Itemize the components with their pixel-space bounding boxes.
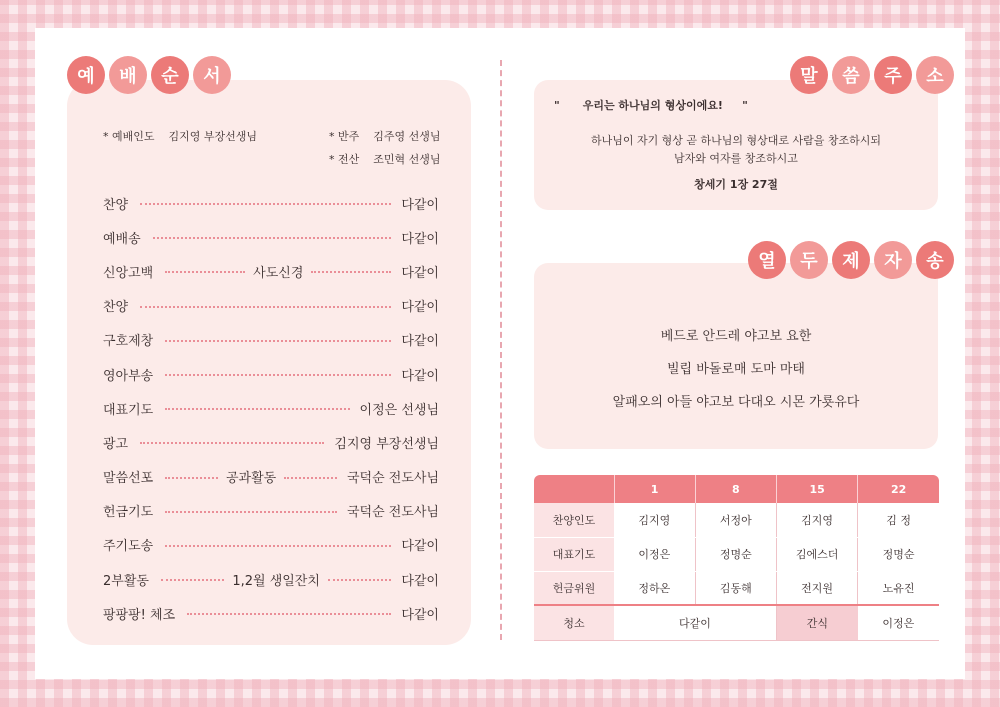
name-cell: 김에스더: [777, 537, 858, 571]
title-char: 예: [67, 56, 105, 94]
accompany-name: 김주영 선생님: [373, 129, 441, 143]
title-char: 두: [790, 241, 828, 279]
table-row: [534, 571, 939, 605]
media-name: 조민혁 선생님: [373, 152, 441, 166]
apostles-title-badges: [748, 241, 954, 279]
name-cell: 정명순: [858, 537, 939, 571]
title-char: 열: [748, 241, 786, 279]
program-item: 광고: [103, 436, 129, 452]
staff-list: [329, 124, 441, 170]
title-char: 말: [790, 56, 828, 94]
program-row: [103, 220, 439, 254]
dotted-leader: [165, 477, 218, 479]
name-cell: 김지영: [777, 503, 858, 537]
program-leader: 이정은 선생님: [359, 402, 439, 418]
verse-reference: 창세기 1장 27절: [694, 178, 778, 191]
sermon-title: 우리는 하나님의 형상이에요!: [582, 99, 723, 112]
program-leader: 다같이: [401, 231, 439, 247]
title-char: 씀: [832, 56, 870, 94]
dotted-leader: [165, 374, 391, 376]
program-row: [103, 460, 439, 494]
program-leader: 다같이: [401, 197, 439, 213]
program-row: [103, 425, 439, 459]
title-char: 제: [832, 241, 870, 279]
date-header: 22: [858, 475, 939, 503]
duty-schedule-table: [534, 475, 939, 641]
worship-leader-label: * 예배인도: [103, 129, 155, 143]
program-item: 구호제창: [103, 334, 154, 350]
title-char: 주: [874, 56, 912, 94]
name-cell: 김지영: [614, 503, 695, 537]
program-item: 대표기도: [103, 402, 154, 418]
dotted-leader: [140, 442, 324, 444]
program-detail: 사도신경: [253, 265, 304, 281]
program-item: 팡팡팡! 체조: [103, 607, 176, 623]
program-leader: 국덕순 전도사님: [346, 471, 440, 487]
sermon-title-badges: [790, 56, 954, 94]
dotted-leader: [165, 511, 337, 513]
table-row: [534, 503, 939, 537]
program-row: [103, 494, 439, 528]
dotted-leader: [311, 271, 391, 273]
date-header: 1: [614, 475, 695, 503]
sermon-quote: [554, 97, 748, 113]
program-leader: 다같이: [401, 573, 439, 589]
date-header: 8: [695, 475, 776, 503]
apostles-line: 알패오의 아들 야고보 다대오 시몬 가룟유다: [612, 395, 860, 410]
program-row: [103, 186, 439, 220]
program-item: 신앙고백: [103, 265, 154, 281]
accompany-label: * 반주: [329, 129, 360, 143]
program-row: [103, 254, 439, 288]
role-cell: 대표기도: [534, 537, 614, 571]
dotted-leader: [187, 613, 391, 615]
dotted-leader: [284, 477, 337, 479]
program-detail: 공과활동: [225, 471, 277, 487]
apostles-card: [534, 263, 938, 449]
program-row: [103, 562, 439, 596]
program-item: 찬양: [103, 300, 129, 316]
fold-divider: [500, 60, 502, 640]
program-item: 찬양: [103, 197, 129, 213]
program-row: [103, 323, 439, 357]
service-order-title: [67, 56, 231, 94]
cleaning-value: 다같이: [614, 605, 777, 640]
program-leader: 다같이: [401, 539, 439, 555]
dotted-leader: [328, 579, 391, 581]
quote-close: ": [742, 99, 748, 112]
table-header-row: [534, 475, 939, 503]
program-item: 주기도송: [103, 539, 154, 555]
title-char: 순: [151, 56, 189, 94]
worship-leader-name: 김지영 부장선생님: [168, 129, 258, 143]
title-char: 자: [874, 241, 912, 279]
verse-line: 남자와 여자를 창조하시고: [674, 152, 798, 165]
program-item: 말씀선포: [103, 471, 154, 487]
dotted-leader: [165, 340, 391, 342]
program-list: [103, 186, 439, 630]
dotted-leader: [140, 306, 391, 308]
title-char: 송: [916, 241, 954, 279]
dotted-leader: [153, 237, 392, 239]
program-item: 예배송: [103, 231, 141, 247]
program-row: [103, 357, 439, 391]
name-cell: 전지원: [777, 571, 858, 605]
dotted-leader: [140, 203, 391, 205]
dotted-leader: [165, 408, 349, 410]
name-cell: 정하온: [614, 571, 695, 605]
program-item: 헌금기도: [103, 505, 154, 521]
table-row: [534, 537, 939, 571]
program-row: [103, 289, 439, 323]
date-header: 15: [777, 475, 858, 503]
program-leader: 다같이: [401, 334, 439, 350]
cleaning-label: 청소: [534, 605, 614, 640]
quote-open: ": [554, 99, 560, 112]
program-row: [103, 596, 439, 630]
verse-line: 하나님이 자기 형상 곧 하나님의 형상대로 사람을 창조하시되: [590, 134, 882, 147]
program-row: [103, 528, 439, 562]
program-item: 영아부송: [103, 368, 154, 384]
dotted-leader: [165, 545, 391, 547]
title-char: 소: [916, 56, 954, 94]
program-row: [103, 391, 439, 425]
apostles-line: 빌립 바돌로매 도마 마태: [667, 362, 805, 377]
role-cell: 헌금위원: [534, 571, 614, 605]
sermon-verse: [534, 132, 938, 168]
name-cell: 서정아: [695, 503, 776, 537]
name-cell: 정명순: [695, 537, 776, 571]
program-leader: 국덕순 전도사님: [346, 505, 439, 521]
name-cell: 이정은: [614, 537, 695, 571]
apostles-line: 베드로 안드레 야고보 요한: [660, 329, 812, 344]
title-char: 배: [109, 56, 147, 94]
program-item: 2부활동: [103, 573, 149, 589]
header-corner: [534, 475, 614, 503]
title-char: 서: [193, 56, 231, 94]
dotted-leader: [161, 579, 224, 581]
dotted-leader: [165, 271, 245, 273]
role-cell: 찬양인도: [534, 503, 614, 537]
name-cell: 김동해: [695, 571, 776, 605]
sermon-card: [534, 80, 938, 210]
table-row: [534, 605, 939, 640]
snack-value: 이정은: [858, 605, 939, 640]
program-leader: 다같이: [401, 300, 439, 316]
program-leader: 다같이: [401, 368, 439, 384]
name-cell: 김 정: [858, 503, 939, 537]
worship-leader: [103, 124, 257, 147]
snack-label: 간식: [777, 605, 858, 640]
media-label: * 전산: [329, 152, 360, 166]
name-cell: 노유진: [858, 571, 939, 605]
program-leader: 다같이: [401, 265, 439, 281]
program-leader: 다같이: [401, 607, 439, 623]
program-leader: 김지영 부장선생님: [334, 436, 439, 452]
program-detail: 1,2월 생일잔치: [232, 573, 320, 589]
